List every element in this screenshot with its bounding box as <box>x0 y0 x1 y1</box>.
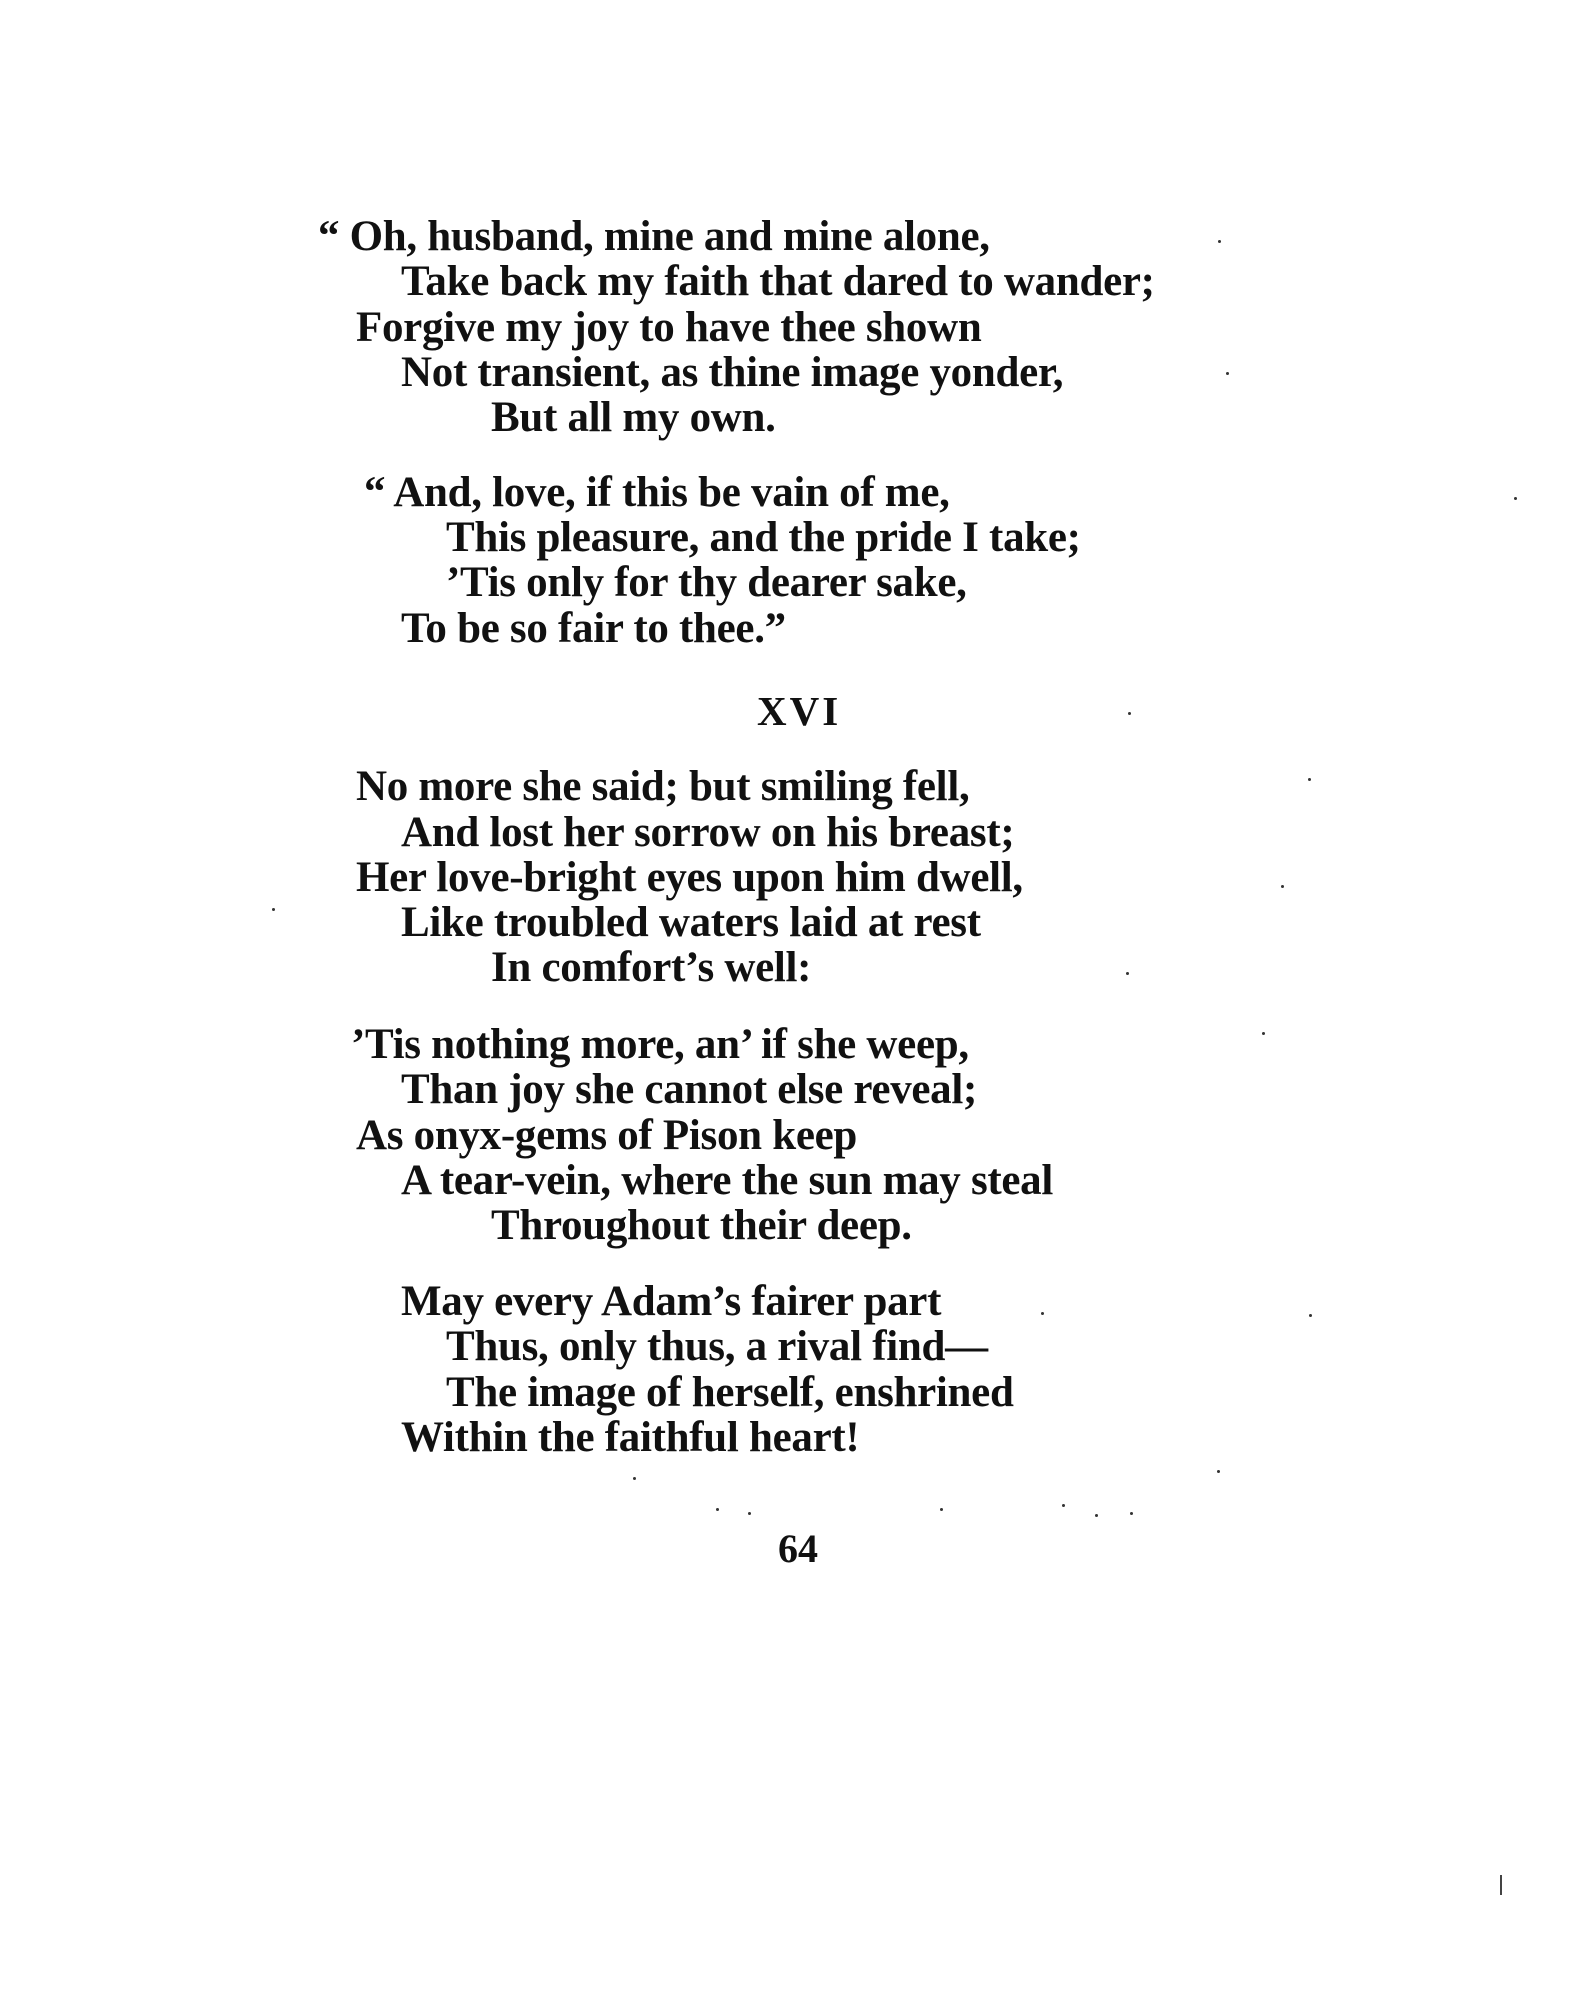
scan-speck <box>1217 1470 1220 1473</box>
poem-line: Her love-bright eyes upon him dwell, <box>356 854 1023 901</box>
poem-line: Throughout their deep. <box>491 1202 912 1249</box>
scan-speck <box>1126 972 1129 975</box>
scan-speck <box>1308 778 1311 781</box>
poem-line: The image of herself, enshrined <box>446 1369 1014 1416</box>
poem-line: In comfort’s well: <box>491 944 812 991</box>
poem-line: Than joy she cannot else reveal; <box>401 1066 978 1113</box>
poem-line: As onyx-gems of Pison keep <box>356 1112 858 1159</box>
page-number: 64 <box>778 1526 818 1571</box>
scan-speck <box>940 1508 943 1511</box>
scan-speck <box>716 1508 719 1511</box>
poem-line: “ And, love, if this be vain of me, <box>364 469 950 516</box>
scan-speck <box>1095 1514 1098 1517</box>
scan-speck <box>1226 372 1229 375</box>
scan-speck <box>1514 497 1517 500</box>
poem-line: Within the faithful heart! <box>401 1414 860 1461</box>
poem-line: May every Adam’s fairer part <box>401 1278 942 1325</box>
poem-line: This pleasure, and the pride I take; <box>446 514 1081 561</box>
scan-mark <box>1500 1875 1502 1895</box>
scan-speck <box>748 1512 751 1515</box>
scan-speck <box>1041 1312 1044 1315</box>
poem-line: No more she said; but smiling fell, <box>356 763 970 810</box>
poem-line: To be so fair to thee.” <box>401 605 786 652</box>
poem-line: ’Tis nothing more, an’ if she weep, <box>351 1021 969 1068</box>
scan-speck <box>1218 240 1221 243</box>
scan-speck <box>1309 1314 1312 1317</box>
poem-line: Forgive my joy to have thee shown <box>356 304 982 351</box>
section-numeral: XVI <box>757 688 842 734</box>
poem-line: And lost her sorrow on his breast; <box>401 809 1015 856</box>
scan-speck <box>1281 885 1284 888</box>
poem-line: Thus, only thus, a rival find— <box>446 1323 988 1370</box>
poem-line: Like troubled waters laid at rest <box>401 899 981 946</box>
scan-speck <box>272 908 275 911</box>
poem-line: Take back my faith that dared to wander; <box>401 258 1155 305</box>
poem-line: “ Oh, husband, mine and mine alone, <box>318 213 990 260</box>
scan-speck <box>1062 1504 1065 1507</box>
poem-line: But all my own. <box>491 394 776 441</box>
poem-line: ’Tis only for thy dearer sake, <box>446 559 967 606</box>
poem-line: Not transient, as thine image yonder, <box>401 349 1064 396</box>
scan-speck <box>633 1477 636 1480</box>
poem-line: A tear-vein, where the sun may steal <box>401 1157 1054 1204</box>
scan-speck <box>1130 1512 1133 1515</box>
scan-speck <box>1262 1032 1265 1035</box>
scan-speck <box>1128 712 1131 715</box>
